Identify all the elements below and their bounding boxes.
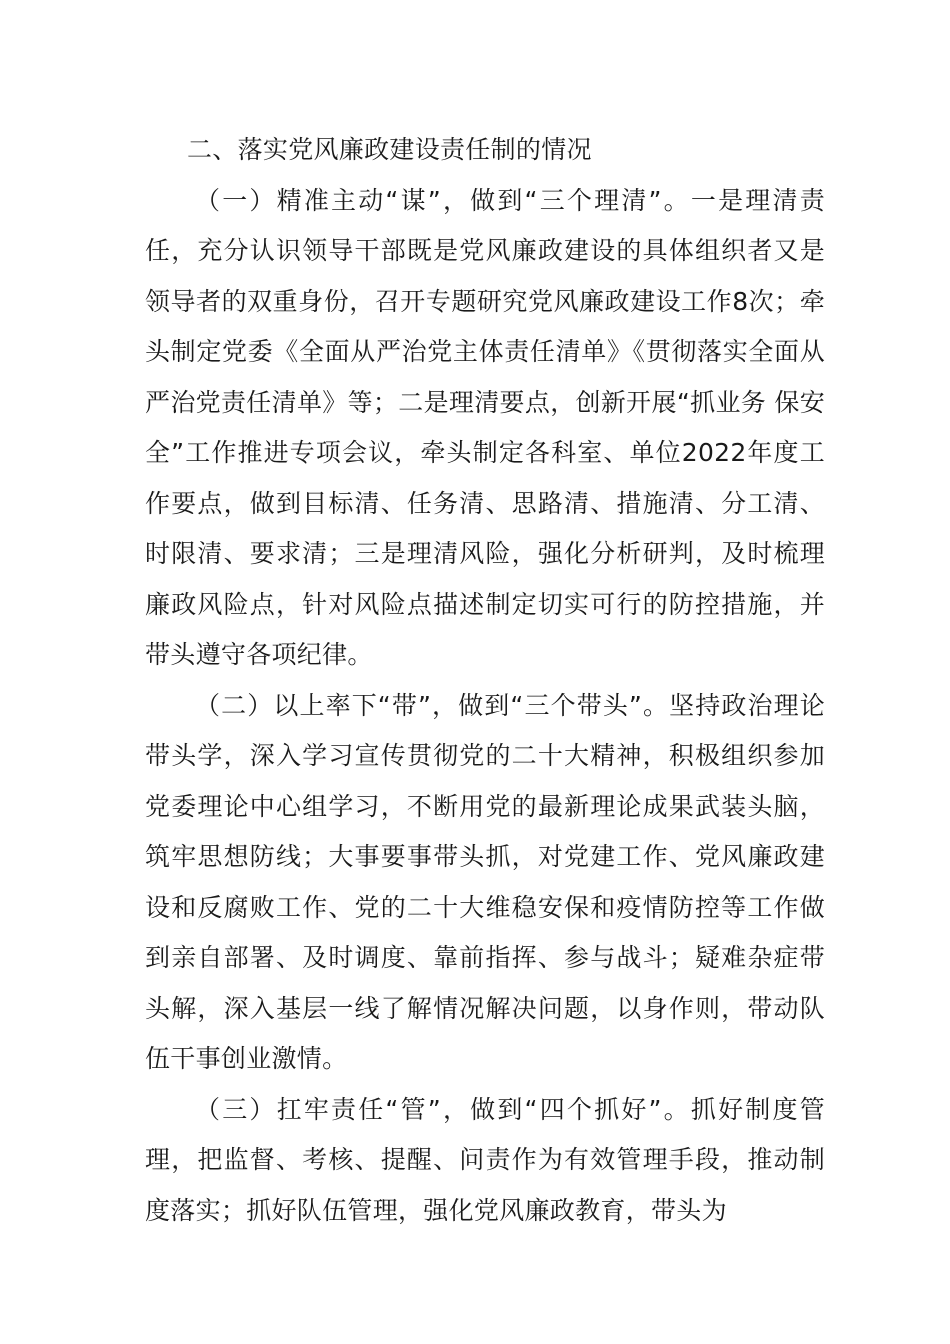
paragraph-1: （一）精准主动“谋”，做到“三个理清”。一是理清责任，充分认识领导干部既是党风廉政建设的具体组织者又是领导者的双重身份，召开专题研究党风廉政建设工作8次；牵头制定党委《全面从严治党主体责任清单》《贯彻落实全面从严治党责任清单》等；二是理清要点，创新开展“抓业务 保安全”工作推进专项会议，牵头制定各科室、单位2022年度工作要点，做到目标清、任务清、思路清、措施清、分工清、时限清、要求清；三是理清风险，强化分析研判，及时梳理廉政风险点，针对风险点描述制定切实可行的防控措施，并带头遵守各项纪律。 <box>145 185 825 669</box>
paragraph-2: （二）以上率下“带”，做到“三个带头”。坚持政治理论带头学，深入学习宣传贯彻党的二十大精神，积极组织参加党委理论中心组学习，不断用党的最新理论成果武装头脑，筑牢思想防线；大事要事带头抓，对党建工作、党风廉政建设和反腐败工作、党的二十大维稳安保和疫情防控等工作做到亲自部署、及时调度、靠前指挥、参与战斗；疑难杂症带头解，深入基层一线了解情况解决问题，以身作则，带动队伍干事创业激情。 <box>145 690 825 1073</box>
paragraph-3: （三）扛牢责任“管”，做到“四个抓好”。抓好制度管理，把监督、考核、提醒、问责作为有效管理手段，推动制度落实；抓好队伍管理，强化党风廉政教育，带头为 <box>145 1094 825 1225</box>
section-heading: 二、落实党风廉政建设责任制的情况 <box>187 135 592 164</box>
document-body <box>145 125 825 1236</box>
